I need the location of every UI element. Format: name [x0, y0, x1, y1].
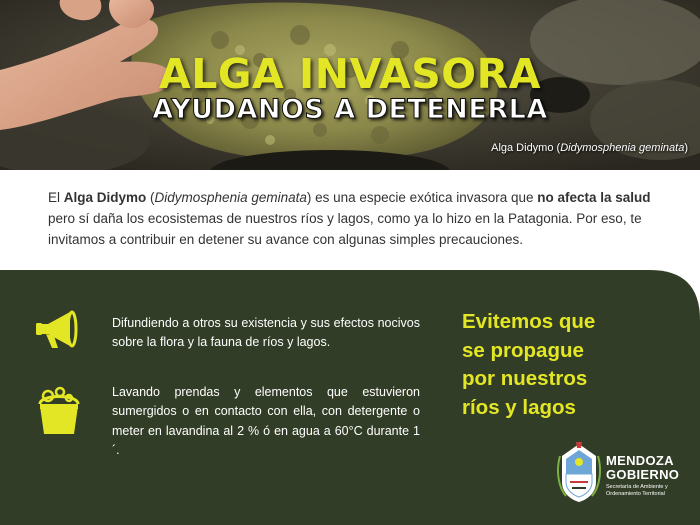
- photo-caption: Alga Didymo (Didymosphenia geminata): [491, 142, 688, 154]
- tip-difundiendo: Difundiendo a otros su existencia y sus efectos nocivos sobre la flora y la fauna de ríos y lagos.: [112, 316, 420, 350]
- slogan-line-4: ríos y lagos: [462, 396, 576, 420]
- mendoza-gobierno-logo: [556, 442, 696, 504]
- logo-name: MENDOZA GOBIERNO: [606, 453, 680, 482]
- caption-species: Didymosphenia geminata: [560, 142, 685, 154]
- tip-lavando: Lavando prendas y elementos que estuvieron sumergidos o en contacto con ella, con detergente o meter en lavandina al 2 % ó en agua a 60°C durante 1´.: [112, 385, 420, 458]
- hero-photo: [0, 0, 700, 170]
- logo-subtitle: Secretaría de Ambiente y Ordenamiento Territorial: [606, 484, 668, 497]
- slogan-line-2: se propague: [462, 338, 584, 362]
- slogan: [462, 308, 662, 423]
- intro-bold-salud: no afecta la salud: [537, 190, 651, 205]
- megaphone-icon: [34, 306, 80, 352]
- subheadline-ayudanos: AYUDANOS A DETENERLA: [152, 94, 548, 125]
- intro-species: Didymosphenia geminata: [154, 190, 307, 205]
- headline-alga-invasora: ALGA INVASORA: [159, 50, 541, 98]
- intro-bold-alga: Alga Didymo: [63, 190, 147, 205]
- intro-paragraph: El Alga Didymo (Didymosphenia geminata) es una especie exótica invasora que no afecta la salud pero sí daña los ecosistemas de nuestros ríos y lagos, como ya lo hizo en la Patagonia. Por eso, te invitamos a contribuir en detener su avance con algunas simples precauciones.: [48, 190, 651, 247]
- bucket-icon: [36, 386, 82, 436]
- slogan-line-3: por nuestros: [462, 367, 588, 391]
- coat-of-arms-icon: [556, 442, 602, 504]
- slogan-line-1: Evitemos que: [462, 310, 596, 333]
